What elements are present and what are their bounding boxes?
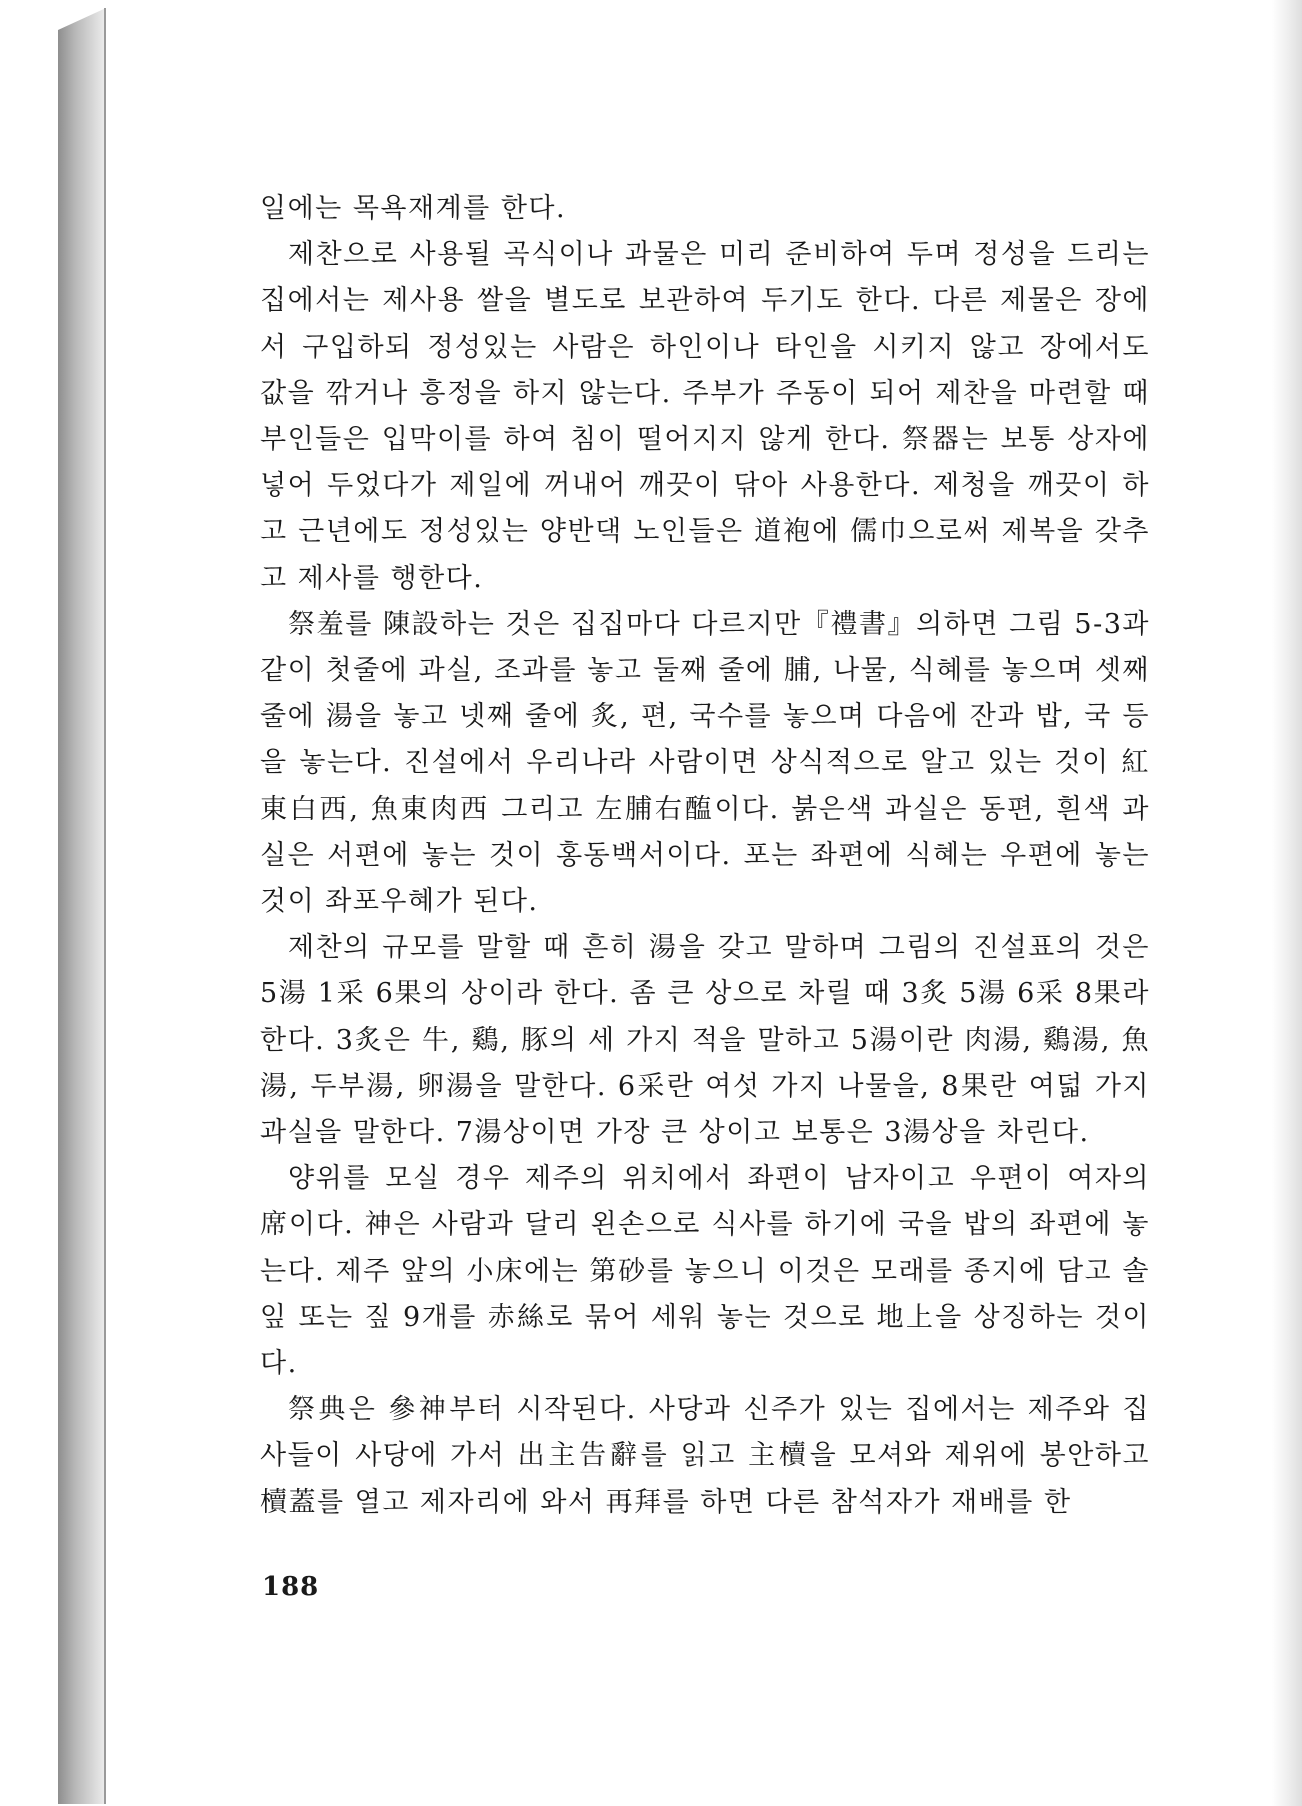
paragraph-6: 祭典은 參神부터 시작된다. 사당과 신주가 있는 집에서는 제주와 집사들이 사당에 가서 出主告辭를 읽고 主櫝을 모셔와 제위에 봉안하고 櫝蓋를 열고 제자리에 와서 再拜를 하면 다른 참석자가 재배를 한 (260, 1394, 1150, 1518)
paragraph-3: 祭羞를 陳設하는 것은 집집마다 다르지만『禮書』의하면 그림 5-3과 같이 첫줄에 과실, 조과를 놓고 둘째 줄에 脯, 나물, 식혜를 놓으며 셋째 줄에 湯을 놓고 넷째 줄에 炙, 편, 국수를 놓으며 다음에 잔과 밥, 국 등을 놓는다. 진설에서 우리나라 사람이면 상식적으로 알고 있는 것이 紅東白西, 魚東肉西 그리고 左脯右醢이다. 붉은색 과실은 동편, 흰색 과실은 서편에 놓는 것이 홍동백서이다. 포는 좌편에 식혜는 우편에 놓는 것이 좌포우혜가 된다. (260, 608, 1150, 918)
paragraph-1: 일에는 목욕재계를 한다. (260, 193, 567, 224)
page-stack-edge (58, 8, 106, 1804)
paragraph-2: 제찬으로 사용될 곡식이나 과물은 미리 준비하여 두며 정성을 드리는 집에서는 제사용 쌀을 별도로 보관하여 두기도 한다. 다른 제물은 장에서 구입하되 정성있는 사람은 하인이나 타인을 시키지 않고 장에서도 값을 깎거나 흥정을 하지 않는다. 주부가 주동이 되어 제찬을 마련할 때 부인들은 입막이를 하여 침이 떨어지지 않게 한다. 祭器는 보통 상자에 넣어 두었다가 제일에 꺼내어 깨끗이 닦아 사용한다. 제청을 깨끗이 하고 근년에도 정성있는 양반댁 노인들은 道袍에 儒巾으로써 제복을 갖추고 제사를 행한다. (260, 239, 1150, 594)
paragraph-4: 제찬의 규모를 말할 때 흔히 湯을 갖고 말하며 그림의 진설표의 것은 5湯 1采 6果의 상이라 한다. 좀 큰 상으로 차릴 때 3炙 5湯 6采 8果라 한다. 3炙은 牛, 鷄, 豚의 세 가지 적을 말하고 5湯이란 肉湯, 鷄湯, 魚湯, 두부湯, 卵湯을 말한다. 6采란 여섯 가지 나물을, 8果란 여덟 가지 과실을 말한다. 7湯상이면 가장 큰 상이고 보통은 3湯상을 차린다. (260, 932, 1150, 1149)
paragraph-5: 양위를 모실 경우 제주의 위치에서 좌편이 남자이고 우편이 여자의 席이다. 神은 사람과 달리 왼손으로 식사를 하기에 국을 밥의 좌편에 놓는다. 제주 앞의 小床에는 第砂를 놓으니 이것은 모래를 종지에 담고 솔잎 또는 짚 9개를 赤絲로 묶어 세워 놓는 것으로 地上을 상징하는 것이다. (260, 1163, 1150, 1380)
page-shadow (1272, 0, 1302, 1806)
page-number: 188 (262, 1572, 320, 1602)
body-text (260, 186, 1150, 1526)
